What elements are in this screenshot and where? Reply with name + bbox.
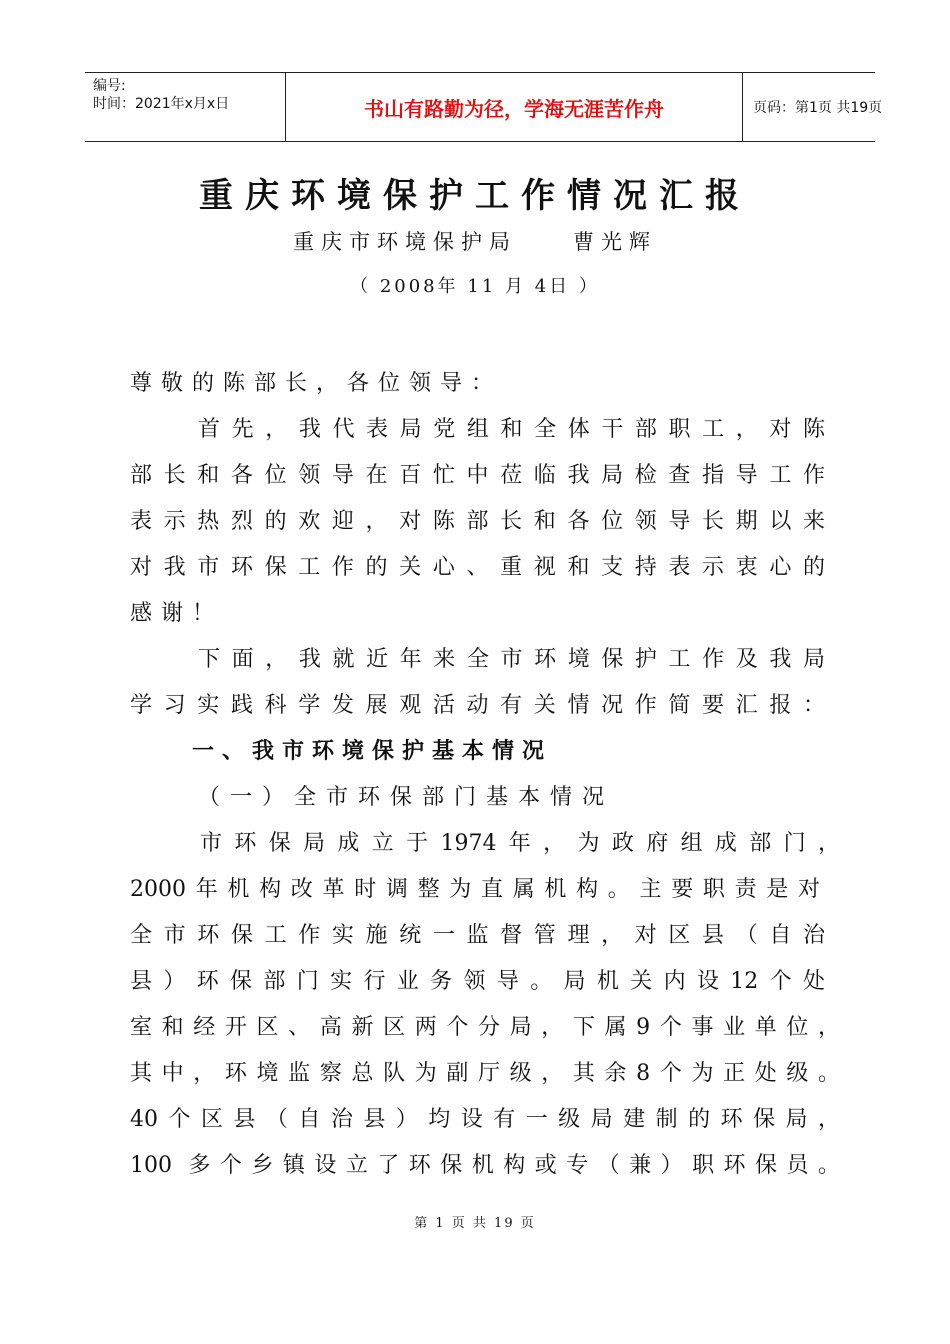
paragraph-line: 学习实践科学发展观活动有关情况作简要汇报：: [130, 693, 825, 718]
page-footer: 第 1 页 共 19 页: [414, 1216, 536, 1231]
paragraph-line: 其中，环境监察总队为副厅级，其余8个为正处级。: [130, 1061, 840, 1086]
salutation: 尊敬的陈部长，各位领导：: [130, 371, 503, 396]
time-label: 时间：2021年x月x日: [93, 96, 230, 112]
header-meta-cell: [85, 73, 285, 141]
paragraph-line: 首先，我代表局党组和全体干部职工，对陈: [198, 417, 825, 442]
paragraph-line: 部长和各位领导在百忙中莅临我局检查指导工作: [130, 463, 825, 488]
paragraph-line: 市环保局成立于1974年，为政府组成部门，: [200, 831, 840, 856]
document-date: （ 2008年 11 月 4日 ）: [350, 276, 600, 297]
motto-cell: 书山有路勤为径，学海无涯苦作舟: [285, 73, 743, 141]
paragraph-line: 对我市环保工作的关心、重视和支持表示衷心的: [130, 555, 825, 580]
header-table: [85, 72, 883, 142]
paragraph-line: 表示热烈的欢迎，对陈部长和各位领导长期以来: [130, 509, 825, 534]
page-info-cell: 页码：第1页 共19页: [753, 100, 883, 116]
paragraph-line: 2000年机构改革时调整为直属机构。主要职责是对: [130, 877, 820, 902]
serial-label: 编号:: [93, 78, 126, 94]
section-heading: 一、我市环境保护基本情况: [192, 739, 553, 764]
subsection-heading: （一）全市环保部门基本情况: [198, 785, 615, 810]
paragraph-line: 40个区县（自治县）均设有一级局建制的环保局，: [130, 1107, 840, 1132]
paragraph-line: 室和经开区、高新区两个分局，下属9个事业单位，: [130, 1015, 840, 1040]
paragraph-line: 100 多个乡镇设立了环保机构或专（兼）职环保员。: [130, 1153, 840, 1178]
paragraph-line: 县）环保部门实行业务领导。局机关内设12个处: [130, 969, 825, 994]
paragraph-line: 感谢！: [130, 601, 224, 626]
paragraph-line: 下面，我就近年来全市环境保护工作及我局: [198, 647, 825, 672]
document-author: 重庆市环境保护局 曹光辉: [293, 230, 657, 254]
document-title: 重庆环境保护工作情况汇报: [199, 176, 751, 216]
paragraph-line: 全市环保工作实施统一监督管理，对区县（自治: [130, 923, 825, 948]
